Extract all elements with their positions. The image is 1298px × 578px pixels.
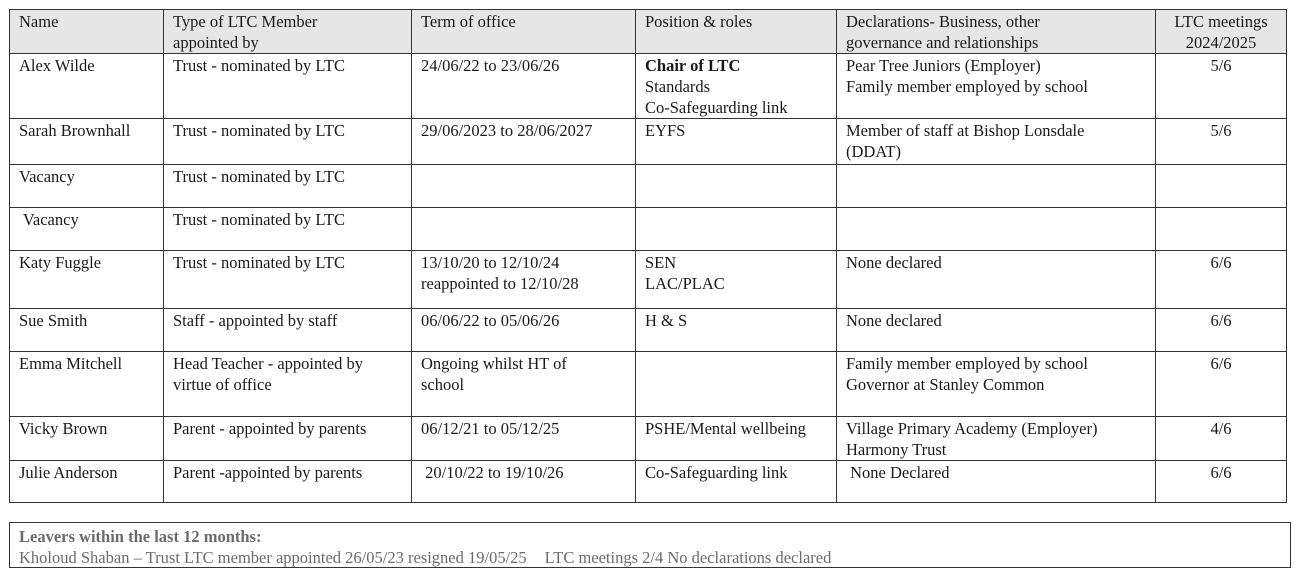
member-position: PSHE/Mental wellbeing — [636, 417, 837, 461]
member-meetings — [1156, 165, 1287, 208]
member-type: Parent -appointed by parents — [164, 461, 412, 503]
member-position: SEN LAC/PLAC — [636, 251, 837, 309]
member-term: Ongoing whilst HT of school — [412, 352, 636, 417]
member-declarations — [837, 165, 1156, 208]
header-meetings: LTC meetings 2024/2025 — [1156, 10, 1287, 54]
member-term: 20/10/22 to 19/10/26 — [412, 461, 636, 503]
member-meetings: 6/6 — [1156, 309, 1287, 352]
member-term — [412, 208, 636, 251]
member-declarations: Member of staff at Bishop Lonsdale (DDAT) — [837, 119, 1156, 165]
table-row — [10, 54, 1287, 119]
table-row — [10, 251, 1287, 309]
member-meetings: 4/6 — [1156, 417, 1287, 461]
member-declarations: None declared — [837, 309, 1156, 352]
header-name: Name — [10, 10, 164, 54]
member-position — [636, 165, 837, 208]
table-row — [10, 352, 1287, 417]
member-meetings — [1156, 208, 1287, 251]
member-meetings: 6/6 — [1156, 251, 1287, 309]
member-meetings: 6/6 — [1156, 352, 1287, 417]
leavers-box — [9, 522, 1291, 568]
member-name: Vacancy — [10, 165, 164, 208]
member-declarations: Family member employed by school Governor at Stanley Common — [837, 352, 1156, 417]
member-declarations — [837, 208, 1156, 251]
member-type: Trust - nominated by LTC — [164, 208, 412, 251]
member-position: EYFS — [636, 119, 837, 165]
leaver-detail: Kholoud Shaban – Trust LTC member appointed 26/05/23 resigned 19/05/25 — [19, 548, 527, 567]
member-position — [636, 208, 837, 251]
table-header-row — [10, 10, 1287, 54]
leaver-meetings: LTC meetings 2/4 No declarations declared — [544, 548, 832, 567]
table-row — [10, 417, 1287, 461]
member-type: Parent - appointed by parents — [164, 417, 412, 461]
table-row — [10, 309, 1287, 352]
member-term: 13/10/20 to 12/10/24 reappointed to 12/10/28 — [412, 251, 636, 309]
table-row — [10, 461, 1287, 503]
member-term: 24/06/22 to 23/06/26 — [412, 54, 636, 119]
header-declarations: Declarations- Business, other governance and relationships — [837, 10, 1156, 54]
member-name: Vacancy — [10, 208, 164, 251]
member-declarations: Pear Tree Juniors (Employer) Family member employed by school — [837, 54, 1156, 119]
member-term: 06/12/21 to 05/12/25 — [412, 417, 636, 461]
member-name: Sarah Brownhall — [10, 119, 164, 165]
governance-table — [9, 9, 1287, 503]
member-type: Staff - appointed by staff — [164, 309, 412, 352]
member-position: Chair of LTC Standards Co-Safeguarding link — [636, 54, 837, 119]
table-row — [10, 165, 1287, 208]
member-declarations: None declared — [837, 251, 1156, 309]
member-position: H & S — [636, 309, 837, 352]
table-row — [10, 208, 1287, 251]
member-type: Trust - nominated by LTC — [164, 165, 412, 208]
member-name: Julie Anderson — [10, 461, 164, 503]
member-type: Trust - nominated by LTC — [164, 251, 412, 309]
leavers-title: Leavers within the last 12 months: — [19, 527, 262, 546]
member-name: Katy Fuggle — [10, 251, 164, 309]
table-row — [10, 119, 1287, 165]
member-term — [412, 165, 636, 208]
header-term: Term of office — [412, 10, 636, 54]
member-position — [636, 352, 837, 417]
member-name: Alex Wilde — [10, 54, 164, 119]
member-declarations: None Declared — [837, 461, 1156, 503]
member-meetings: 5/6 — [1156, 119, 1287, 165]
member-type: Trust - nominated by LTC — [164, 119, 412, 165]
member-type: Head Teacher - appointed by virtue of office — [164, 352, 412, 417]
member-term: 06/06/22 to 05/06/26 — [412, 309, 636, 352]
member-meetings: 5/6 — [1156, 54, 1287, 119]
member-name: Sue Smith — [10, 309, 164, 352]
member-name: Emma Mitchell — [10, 352, 164, 417]
member-declarations: Village Primary Academy (Employer) Harmony Trust — [837, 417, 1156, 461]
member-meetings: 6/6 — [1156, 461, 1287, 503]
header-type: Type of LTC Member appointed by — [164, 10, 412, 54]
member-type: Trust - nominated by LTC — [164, 54, 412, 119]
member-position: Co-Safeguarding link — [636, 461, 837, 503]
member-term: 29/06/2023 to 28/06/2027 — [412, 119, 636, 165]
member-name: Vicky Brown — [10, 417, 164, 461]
header-position: Position & roles — [636, 10, 837, 54]
